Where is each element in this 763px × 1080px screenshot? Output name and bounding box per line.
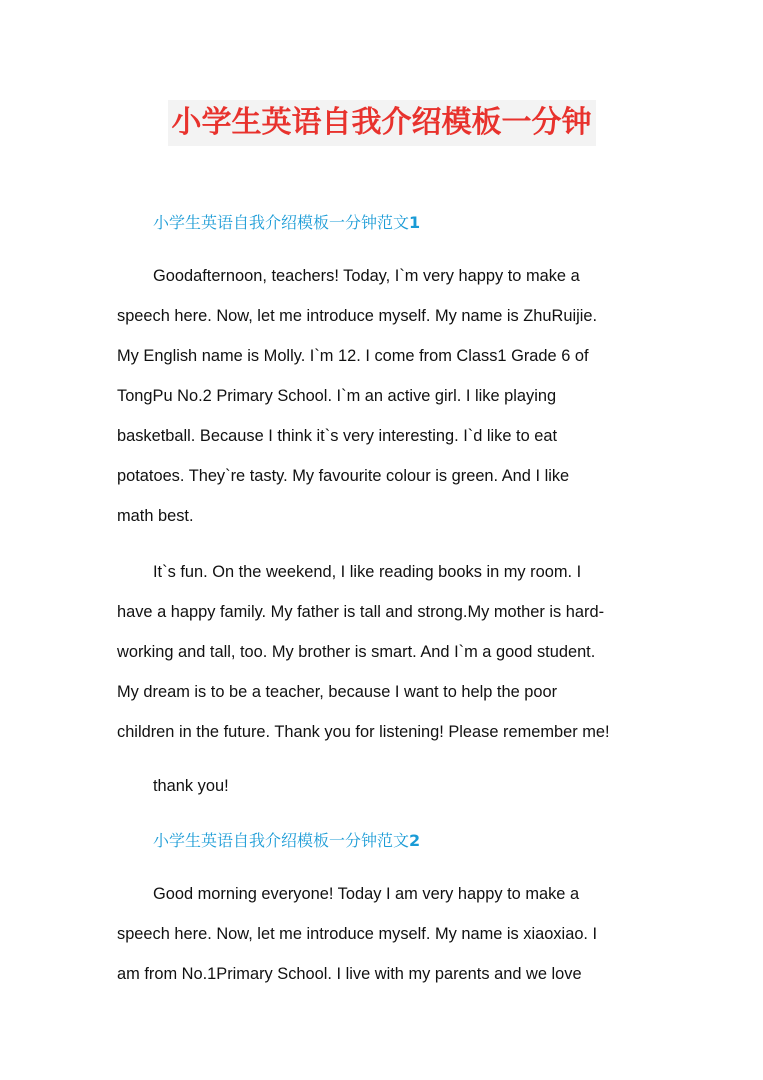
section-1-paragraph-3	[117, 766, 657, 806]
text-line: My English name is Molly. I`m 12. I come from Class1 Grade 6 of	[117, 347, 589, 365]
text-line: speech here. Now, let me introduce myself. My name is ZhuRuijie.	[117, 307, 598, 325]
section-1-paragraph-2	[117, 552, 657, 752]
section-heading-1	[153, 212, 420, 234]
text-line: math best.	[117, 507, 194, 525]
section-heading-number: 1	[409, 213, 421, 232]
text-line: thank you!	[153, 777, 229, 795]
text-line: It`s fun. On the weekend, I like reading books in my room. I	[153, 563, 582, 581]
document-title: 小学生英语自我介绍模板一分钟	[168, 100, 596, 146]
section-heading-number: 2	[409, 831, 421, 850]
section-heading-text: 小学生英语自我介绍模板一分钟范文	[153, 213, 410, 232]
text-line: Good morning everyone! Today I am very happy to make a	[153, 885, 580, 903]
section-1-paragraph-1	[117, 256, 657, 536]
text-line: working and tall, too. My brother is smart. And I`m a good student.	[117, 643, 596, 661]
text-line: Goodafternoon, teachers! Today, I`m very happy to make a	[153, 267, 580, 285]
text-line: children in the future. Thank you for listening! Please remember me!	[117, 723, 610, 741]
title-container	[0, 100, 763, 146]
text-line: basketball. Because I think it`s very interesting. I`d like to eat	[117, 427, 558, 445]
text-line: speech here. Now, let me introduce myself. My name is xiaoxiao. I	[117, 925, 598, 943]
section-heading-text: 小学生英语自我介绍模板一分钟范文	[153, 831, 410, 850]
section-heading-2	[153, 830, 420, 852]
section-2-paragraph-1	[117, 874, 657, 994]
text-line: My dream is to be a teacher, because I want to help the poor	[117, 683, 558, 701]
text-line: TongPu No.2 Primary School. I`m an active girl. I like playing	[117, 387, 557, 405]
text-line: potatoes. They`re tasty. My favourite colour is green. And I like	[117, 467, 570, 485]
text-line: have a happy family. My father is tall and strong.My mother is hard-	[117, 603, 605, 621]
text-line: am from No.1Primary School. I live with my parents and we love	[117, 965, 582, 983]
